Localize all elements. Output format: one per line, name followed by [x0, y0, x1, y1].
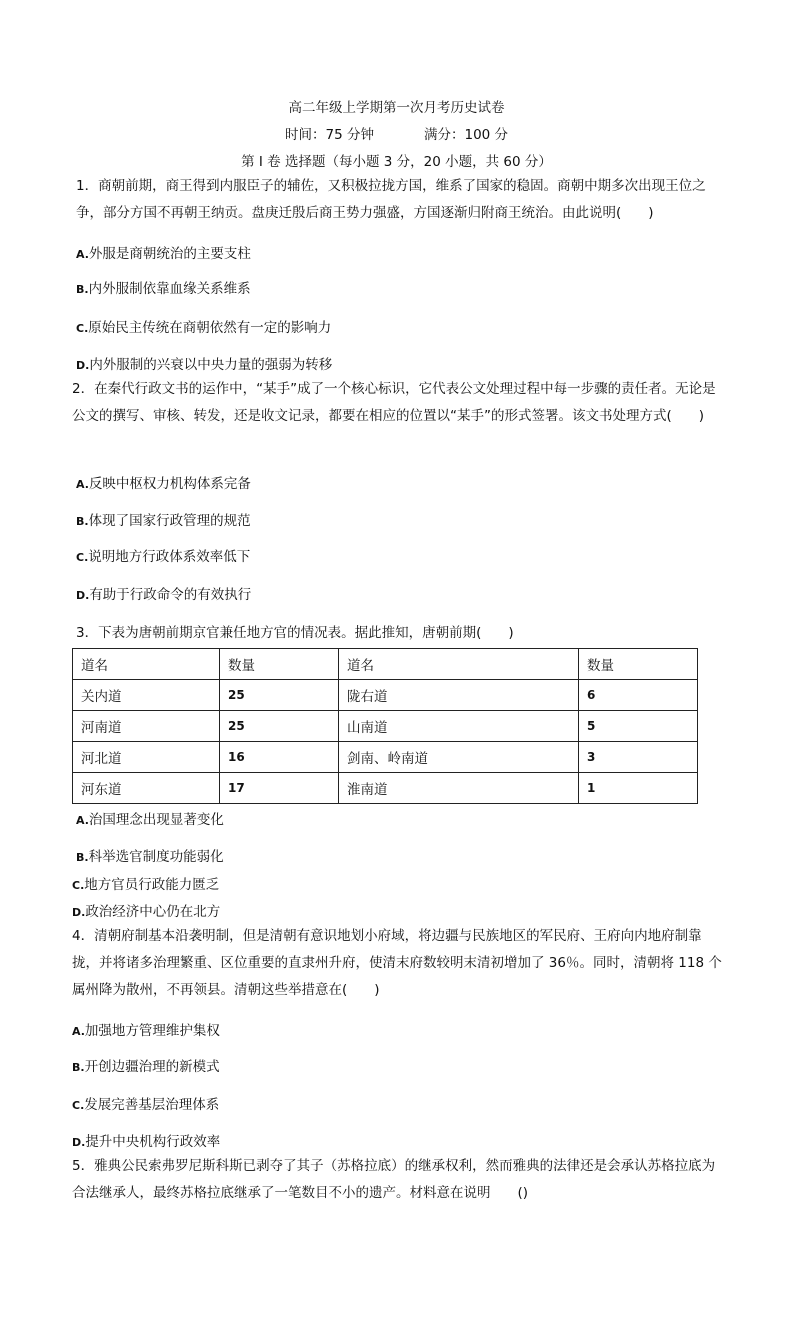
table-header-row	[73, 649, 698, 680]
section-heading: 第 I 卷 选择题（每小题 3 分，20 小题，共 60 分）	[241, 154, 552, 170]
table-cell: 河南道	[73, 711, 220, 742]
table-cell: 关内道	[73, 680, 220, 711]
table-cell: 河东道	[73, 773, 220, 804]
question-5-stem: 5．雅典公民索弗罗尼斯科斯已剥夺了其子（苏格拉底）的继承权利，然而雅典的法律还是会承认苏格拉底为合法继承人，最终苏格拉底继承了一笔数目不小的遗产。材料意在说明 ()	[72, 1158, 716, 1201]
table-row	[73, 711, 698, 742]
question-2-option-b: B.体现了国家行政管理的规范	[76, 513, 251, 529]
question-4-option-d: D.提升中央机构行政效率	[72, 1134, 221, 1150]
question-1-option-a: A.外服是商朝统治的主要支柱	[76, 246, 251, 262]
table-header: 数量	[220, 649, 339, 680]
table-row	[73, 680, 698, 711]
question-2-option-d: D.有助于行政命令的有效执行	[76, 587, 252, 603]
exam-score: 满分：100 分	[424, 127, 509, 143]
table-header: 道名	[73, 649, 220, 680]
table-cell: 1	[579, 773, 698, 804]
question-4-option-b: B.开创边疆治理的新模式	[72, 1059, 220, 1075]
question-3-option-a: A.治国理念出现显著变化	[76, 812, 224, 828]
question-2-option-a: A.反映中枢权力机构体系完备	[76, 476, 251, 492]
table-header: 数量	[579, 649, 698, 680]
table-cell: 17	[220, 773, 339, 804]
table-cell: 河北道	[73, 742, 220, 773]
table-header: 道名	[339, 649, 579, 680]
question-3-option-b: B.科举选官制度功能弱化	[76, 849, 224, 865]
table-cell: 3	[579, 742, 698, 773]
table-cell: 5	[579, 711, 698, 742]
table-cell: 淮南道	[339, 773, 579, 804]
question-1-option-b: B.内外服制依靠血缘关系维系	[76, 281, 251, 297]
question-3-stem: 3．下表为唐朝前期京官兼任地方官的情况表。据此推知，唐朝前期( )	[76, 625, 514, 641]
question-4-option-c: C.发展完善基层治理体系	[72, 1097, 220, 1113]
table-row	[73, 742, 698, 773]
question-2-option-c: C.说明地方行政体系效率低下	[76, 549, 251, 565]
question-4-stem: 4．清朝府制基本沿袭明制，但是清朝有意识地划小府域，将边疆与民族地区的军民府、王府向内地府制靠拢，并将诸多治理繁重、区位重要的直隶州升府，使清末府数较明末清初增加了 36％。同时，清朝将 118 个属州降为散州，不再领县。清朝这些举措意在( )	[72, 928, 722, 998]
table-cell: 16	[220, 742, 339, 773]
table-cell: 6	[579, 680, 698, 711]
question-4-option-a: A.加强地方管理维护集权	[72, 1023, 220, 1039]
table-cell: 陇右道	[339, 680, 579, 711]
question-3-option-d: D.政治经济中心仍在北方	[72, 904, 221, 920]
table-cell: 剑南、岭南道	[339, 742, 579, 773]
question-1-stem: 1．商朝前期，商王得到内服臣子的辅佐，又积极拉拢方国，维系了国家的稳固。商朝中期多次出现王位之争，部分方国不再朝王纳贡。盘庚迁殷后商王势力强盛，方国逐渐归附商王统治。由此说明( )	[76, 178, 706, 221]
exam-title: 高二年级上学期第一次月考历史试卷	[288, 100, 505, 116]
table-cell: 山南道	[339, 711, 579, 742]
question-1-option-c: C.原始民主传统在商朝依然有一定的影响力	[76, 320, 332, 336]
question-1-option-d: D.内外服制的兴衰以中央力量的强弱为转移	[76, 357, 333, 373]
table-cell: 25	[220, 711, 339, 742]
question-3-option-c: C.地方官员行政能力匮乏	[72, 877, 220, 893]
table-cell: 25	[220, 680, 339, 711]
table-row	[73, 773, 698, 804]
question-2-stem: 2．在秦代行政文书的运作中，“某手”成了一个核心标识，它代表公文处理过程中每一步骤的责任者。无论是公文的撰写、审核、转发，还是收文记录，都要在相应的位置以“某手”的形式签署。该文书处理方式( )	[72, 381, 716, 424]
exam-time: 时间：75 分钟	[285, 127, 374, 143]
official-table	[72, 648, 698, 804]
